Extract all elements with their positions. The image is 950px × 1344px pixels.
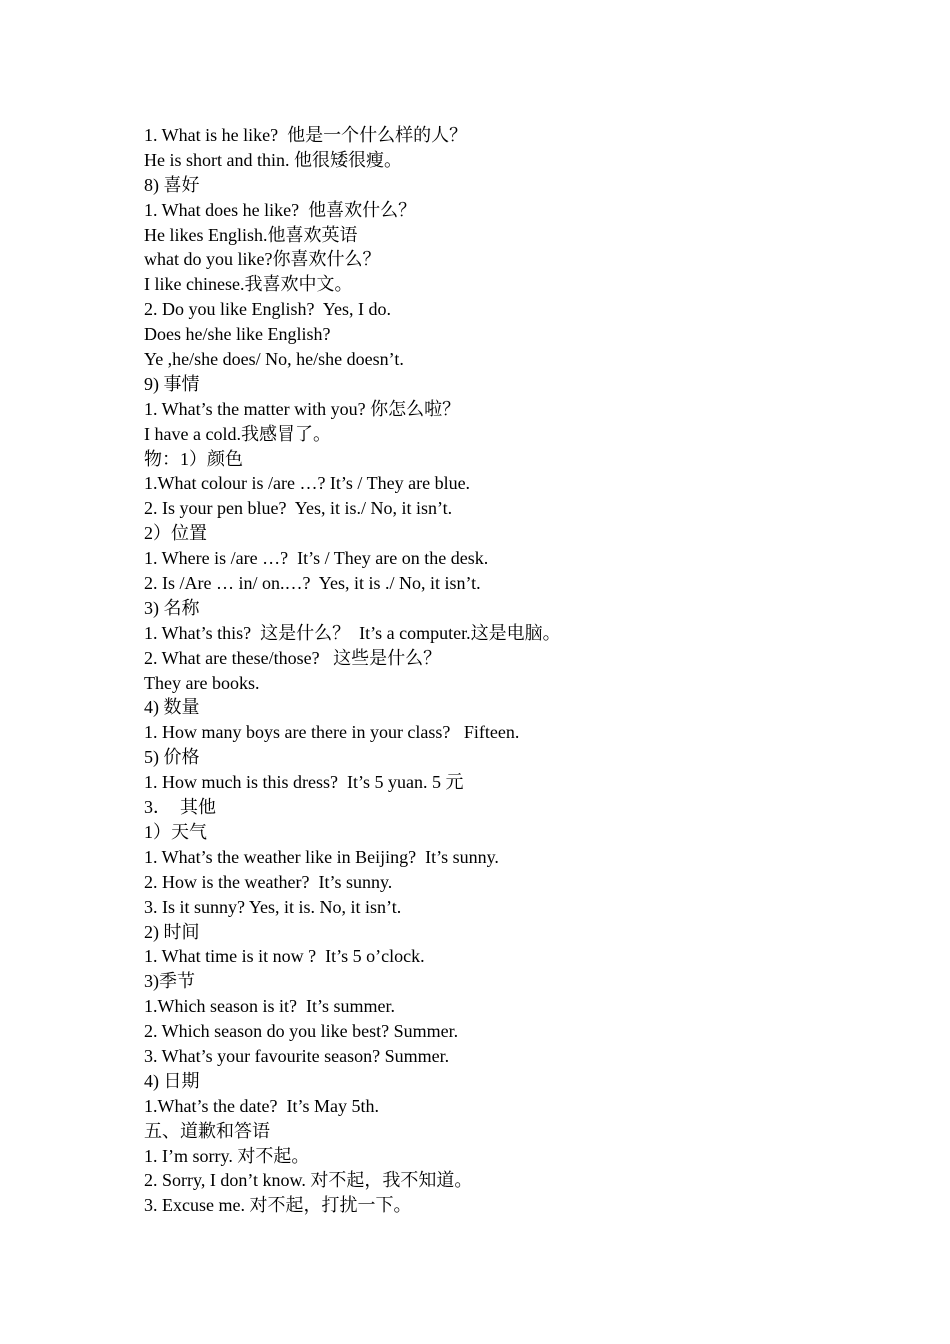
text-line: 3. What’s your favourite season? Summer. [144, 1045, 450, 1066]
section-heading: 物：1）颜色 [144, 448, 243, 469]
text-line: 1. What’s the matter with you? 你怎么啦？ [144, 398, 461, 419]
text-line: 1.What’s the date? It’s May 5th. [144, 1095, 379, 1116]
section-heading: 8) 喜好 [144, 174, 200, 195]
text-line: 1. What is he like? 他是一个什么样的人？ [144, 125, 468, 145]
text-line: I like chinese.我喜欢中文。 [144, 274, 353, 295]
text-line: 2. What are these/those? 这些是什么？ [144, 647, 442, 668]
section-heading: 4) 数量 [144, 697, 200, 718]
text-line: Ye ,he/she does/ No, he/she doesn’t. [144, 349, 404, 370]
text-line: He likes English.他喜欢英语 [144, 224, 358, 245]
text-line: 3. Is it sunny? Yes, it is. No, it isn’t. [144, 896, 402, 917]
text-line: 2. Sorry, I don’t know. 对不起，我不知道。 [144, 1170, 473, 1191]
text-line: what do you like?你喜欢什么？ [144, 249, 381, 270]
section-heading: 9) 事情 [144, 373, 200, 394]
text-line: Does he/she like English? [144, 324, 331, 345]
text-line: 2. Do you like English? Yes, I do. [144, 299, 391, 320]
text-line: 1. How many boys are there in your class? Fifteen. [144, 722, 520, 743]
section-heading: 5) 价格 [144, 747, 200, 768]
section-heading: 2) 时间 [144, 921, 200, 942]
section-heading: 五、道歉和答语 [144, 1120, 270, 1141]
text-line: 2. Which season do you like best? Summer. [144, 1021, 459, 1042]
section-heading: 3)季节 [144, 971, 195, 992]
text-line: 1. What’s this? 这是什么？ It’s a computer.这是电脑。 [144, 622, 561, 643]
text-line: 1. How much is this dress? It’s 5 yuan. 5 元 [144, 772, 464, 793]
text-line: 1. What’s the weather like in Beijing? It’s sunny. [144, 846, 499, 867]
text-line: 1.What colour is /are …? It’s / They are blue. [144, 473, 471, 494]
text-line: 1. What time is it now ? It’s 5 o’clock. [144, 946, 425, 967]
document-body [144, 123, 904, 1218]
text-line: 1.Which season is it? It’s summer. [144, 996, 395, 1017]
text-line: I have a cold.我感冒了。 [144, 423, 331, 444]
text-line: 2. Is /Are … in/ on.…? Yes, it is ./ No, it isn’t. [144, 573, 481, 594]
text-line: 2. How is the weather? It’s sunny. [144, 871, 393, 892]
section-heading: 3． 其他 [144, 797, 216, 818]
text-line: They are books. [144, 672, 260, 693]
text-line: 3. Excuse me. 对不起，打扰一下。 [144, 1195, 412, 1216]
text-line: 2. Is your pen blue? Yes, it is./ No, it isn’t. [144, 498, 453, 519]
section-heading: 1）天气 [144, 821, 207, 842]
section-heading: 4) 日期 [144, 1070, 200, 1091]
text-line: 1. Where is /are …? It’s / They are on the desk. [144, 548, 489, 569]
text-line: He is short and thin. 他很矮很瘦。 [144, 149, 402, 170]
text-line: 1. I’m sorry. 对不起。 [144, 1145, 310, 1166]
section-heading: 2）位置 [144, 523, 207, 544]
text-line: 1. What does he like? 他喜欢什么？ [144, 199, 417, 220]
section-heading: 3) 名称 [144, 597, 200, 618]
